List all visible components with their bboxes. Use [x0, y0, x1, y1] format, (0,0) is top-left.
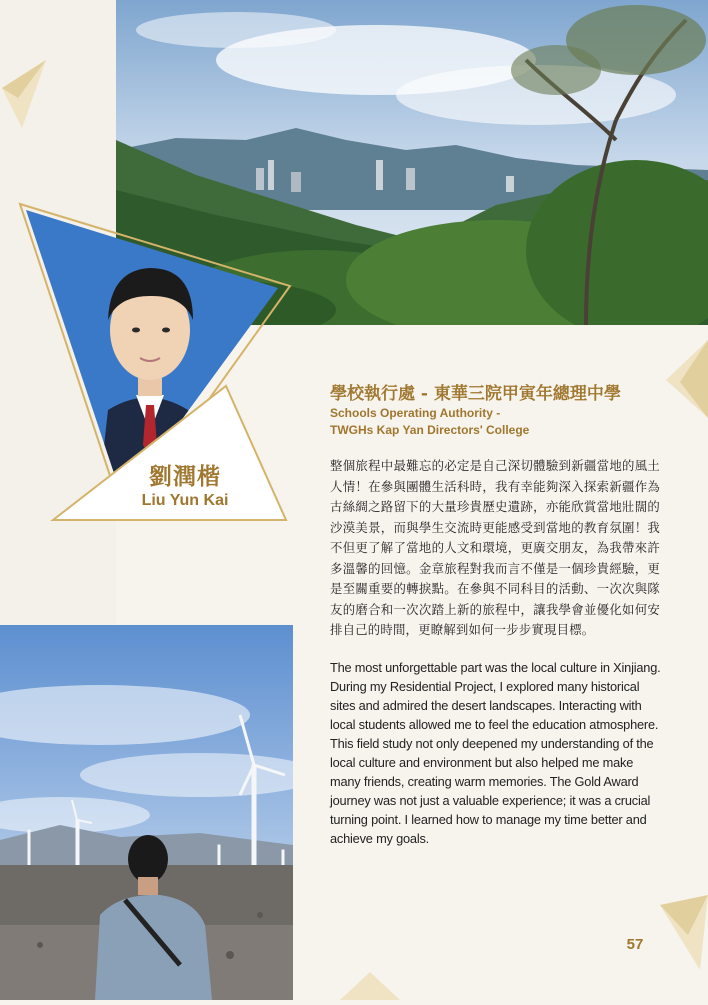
school-name-english: [330, 405, 670, 439]
paper-plane-decoration-bottom: [330, 972, 400, 1000]
paper-plane-decoration-bottom-right: [660, 895, 708, 975]
student-name-chinese: 劉潤楷: [149, 464, 221, 490]
reflection-chinese-paragraph: 整個旅程中最難忘的必定是自己深切體驗到新疆當地的風土人情！在參與團體生活科時，我有幸能夠深入探索新疆作為古絲綢之路留下的大量珍貴歷史遺跡，亦能欣賞當地壯闊的沙漠美景，而與學生交流時更能感受到當地的教育氛圍！我不但更了解了當地的人文和環境，更廣交朋友，為我帶來許多溫馨的回憶。金章旅程對我而言不僅是一個珍貴經驗，更是至關重要的轉捩點。在參與不同科目的活動、一次次與隊友的磨合和一次次踏上新的旅程中，讓我學會並優化如何安排自己的時間，更瞭解到如何一步步實現目標。: [330, 458, 660, 637]
school-name-english-line1: Schools Operating Authority -: [330, 406, 501, 420]
reflection-english-paragraph: The most unforgettable part was the local culture in Xinjiang. During my Residential Project, I explored many historical sites and admired the desert landscapes. Interacting with local students allowed me to feel the education atmosphere. This field study not only deepened my understanding of the local culture and environment but also helped me make many friends, creating warm memories. The Gold Award journey was not just a valuable experience; it was a crucial turning point. I learned how to manage my time better and achieve my goals.: [330, 660, 661, 846]
student-name-english: Liu Yun Kai: [141, 492, 229, 509]
paper-plane-decoration-left: [0, 58, 50, 133]
school-name-english-line2: TWGHs Kap Yan Directors' College: [330, 423, 530, 437]
school-name-chinese: 學校執行處 - 東華三院甲寅年總理中學: [330, 384, 621, 404]
page-number: 57: [626, 936, 644, 953]
wind-turbine-photo: [0, 625, 293, 1000]
